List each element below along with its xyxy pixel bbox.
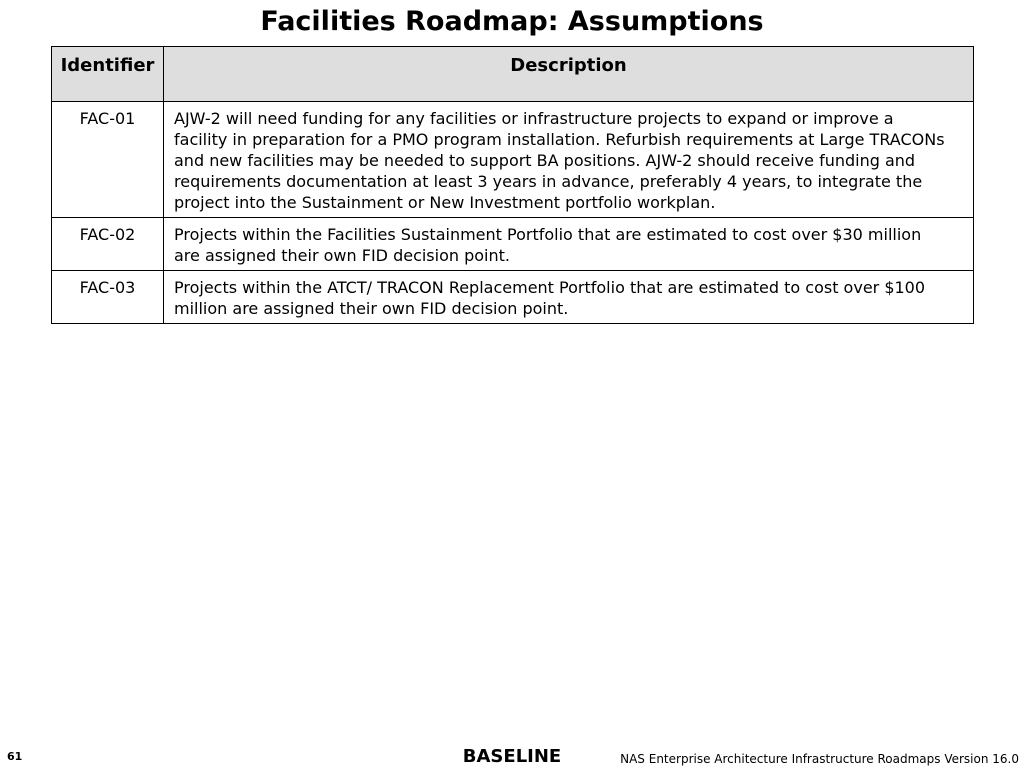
document-version: NAS Enterprise Architecture Infrastructure Roadmaps Version 16.0	[620, 752, 1019, 766]
table-row	[52, 102, 974, 218]
table-header-row	[52, 47, 974, 102]
row-description: Projects within the Facilities Sustainment Portfolio that are estimated to cost over $30 million are assigned their own FID decision point.	[164, 218, 974, 271]
row-identifier: FAC-02	[52, 218, 164, 271]
baseline-label: BASELINE	[462, 746, 562, 767]
row-identifier: FAC-03	[52, 271, 164, 324]
row-identifier: FAC-01	[52, 102, 164, 218]
page-title: Facilities Roadmap: Assumptions	[260, 6, 764, 37]
header-description: Description	[164, 47, 974, 102]
page-number: 61	[7, 750, 23, 763]
assumptions-table	[51, 46, 974, 324]
row-description: Projects within the ATCT/ TRACON Replacement Portfolio that are estimated to cost over $100 million are assigned their own FID decision point.	[164, 271, 974, 324]
header-identifier: Identifier	[52, 47, 164, 102]
row-description: AJW-2 will need funding for any facilities or infrastructure projects to expand or improve a facility in preparation for a PMO program installation. Refurbish requirements at Large TRACONs and new facilities may be needed to support BA positions. AJW-2 should receive funding and requirements documentation at least 3 years in advance, preferably 4 years, to integrate the project into the Sustainment or New Investment portfolio workplan.	[164, 102, 974, 218]
table-row	[52, 271, 974, 324]
table-row	[52, 218, 974, 271]
